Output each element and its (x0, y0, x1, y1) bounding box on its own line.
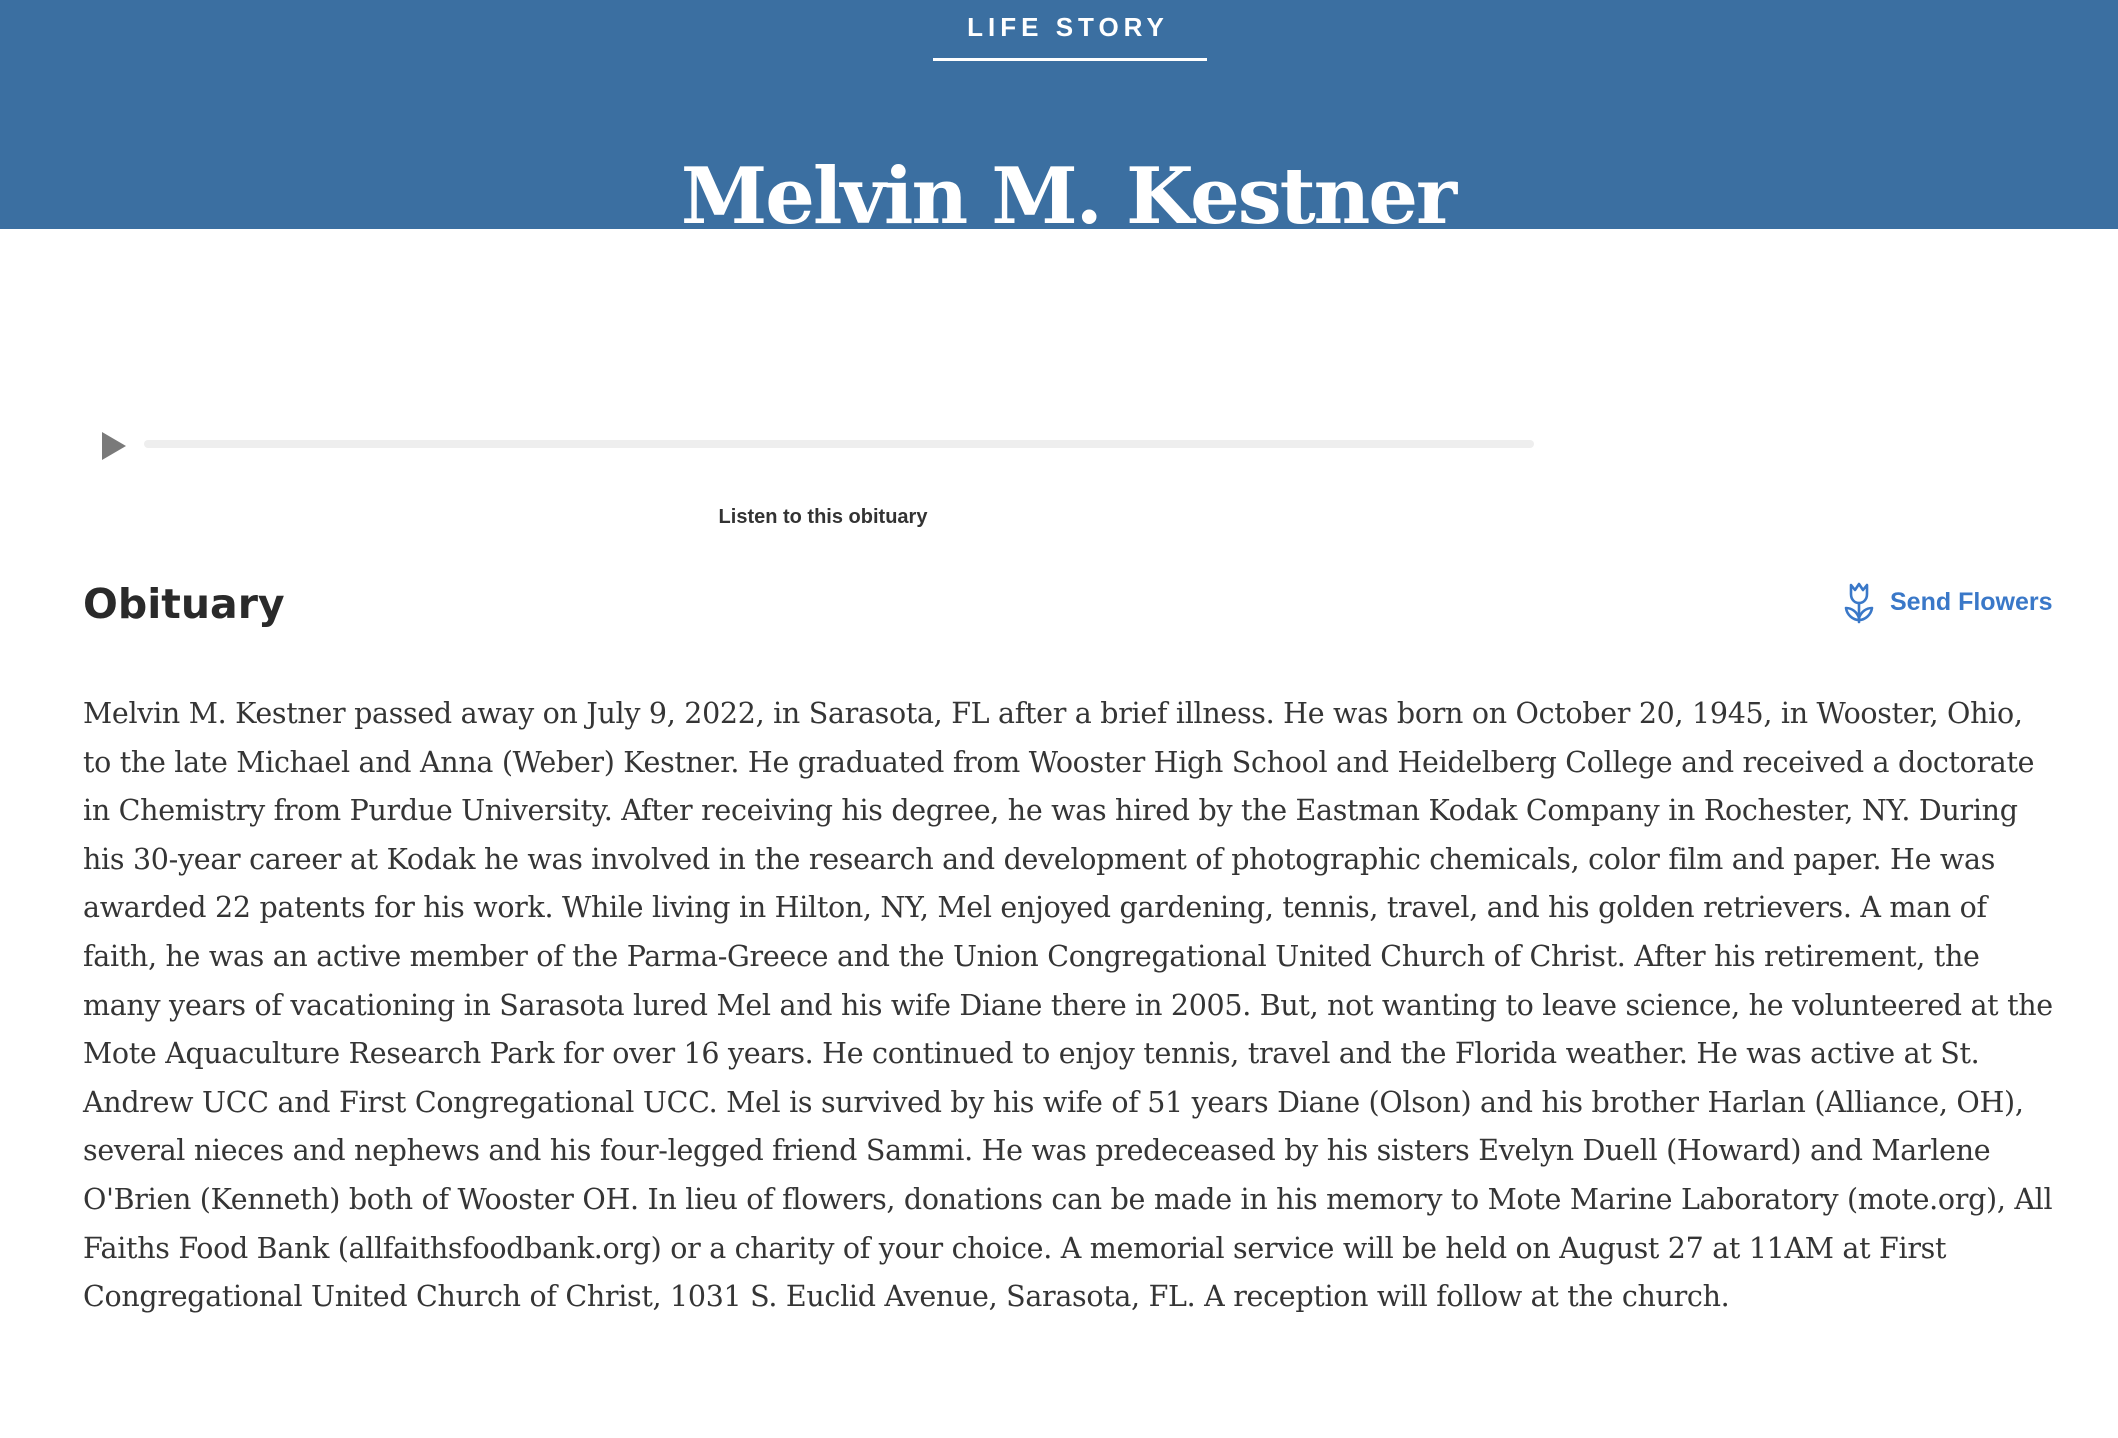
flower-icon (1842, 580, 1876, 624)
life-story-header (0, 0, 2118, 243)
obituary-text: Melvin M. Kestner passed away on July 9, 2022, in Sarasota, FL after a brief illness. He was born on October 20, 1945, in Wooster, Ohio, to the late Michael and Anna (Weber) Kestner. He graduated from Wooster High School and Heidelberg College and received a doctorate in Chemistry from Purdue University. After receiving his degree, he was hired by the Eastman Kodak Company in Rochester, NY. During his 30-year career at Kodak he was involved in the research and development of photographic chemicals, color film and paper. He was awarded 22 patents for his work. While living in Hilton, NY, Mel enjoyed gardening, tennis, travel, and his golden retrievers. A man of faith, he was an active member of the Parma-Greece and the Union Congregational United Church of Christ. After his retirement, the many years of vacationing in Sarasota lured Mel and his wife Diane there in 2005. But, not wanting to leave science, he volunteered at the Mote Aquaculture Research Park for over 16 years. He continued to enjoy tennis, travel and the Florida weather. He was active at St. Andrew UCC and First Congregational UCC. Mel is survived by his wife of 51 years Diane (Olson) and his brother Harlan (Alliance, OH), several nieces and nephews and his four-legged friend Sammi. He was predeceased by his sisters Evelyn Duell (Howard) and Marlene O'Brien (Kenneth) both of Wooster OH. In lieu of flowers, donations can be made in his memory to Mote Marine Laboratory (mote.org), All Faiths Food Bank (allfaithsfoodbank.org) or a charity of your choice. A memorial service will be held on August 27 at 11AM at First Congregational United Church of Christ, 1031 S. Euclid Avenue, Sarasota, FL. A reception will follow at the church. (83, 697, 2053, 1314)
play-button[interactable] (96, 428, 132, 464)
obituary-heading: Obituary (83, 580, 285, 628)
send-flowers-label: Send Flowers (1890, 587, 2053, 616)
page-title: Melvin M. Kestner (680, 151, 1456, 243)
eyebrow-label: LIFE STORY (967, 12, 1169, 42)
audio-progress-bar[interactable] (144, 440, 1534, 448)
send-flowers-link[interactable] (1842, 578, 2053, 626)
play-icon (96, 428, 132, 464)
listen-label: Listen to this obituary (718, 506, 928, 528)
audio-player (96, 420, 1536, 470)
eyebrow-underline (933, 58, 1207, 61)
